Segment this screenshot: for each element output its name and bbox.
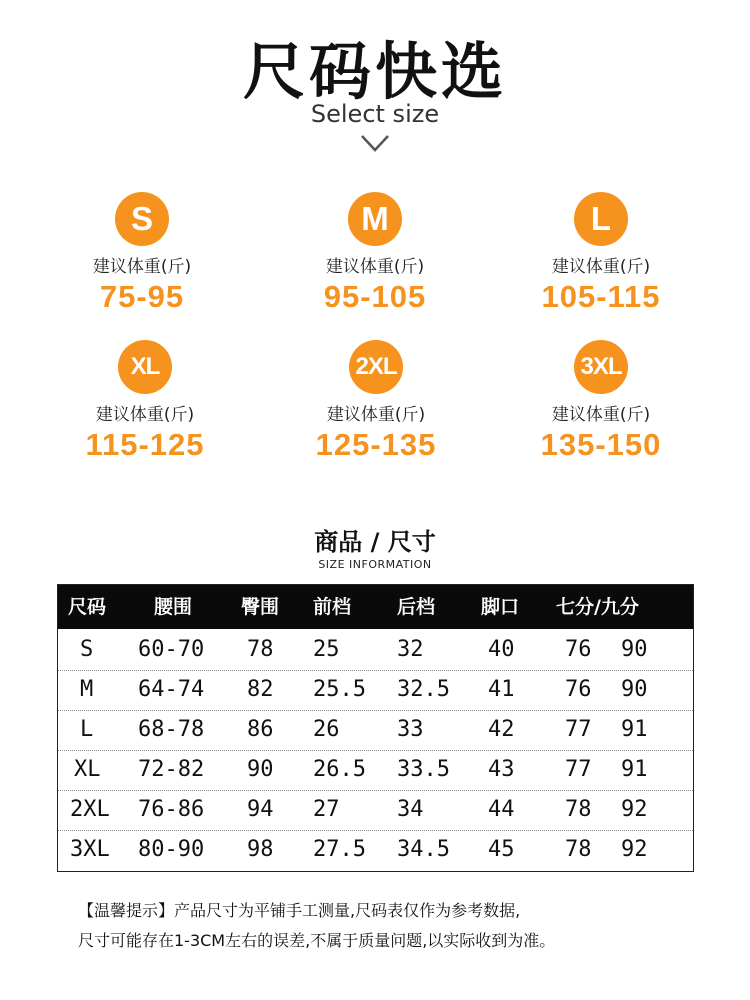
- cell-back-rise: 33: [397, 717, 424, 742]
- size-badge: M: [348, 192, 402, 246]
- cell-length-seven: 78: [565, 797, 592, 822]
- size-card-xl: [25, 340, 265, 463]
- cell-waist: 80-90: [138, 837, 205, 862]
- cell-waist: 64-74: [138, 677, 205, 702]
- cell-hip: 98: [247, 837, 274, 862]
- size-card-s: [22, 192, 262, 315]
- weight-range: 75-95: [99, 279, 185, 314]
- cell-front-rise: 25.5: [313, 677, 366, 702]
- cell-leg-opening: 40: [488, 637, 515, 662]
- size-badge: S: [115, 192, 169, 246]
- cell-leg-opening: 45: [488, 837, 515, 862]
- cell-front-rise: 27.5: [313, 837, 366, 862]
- table-row: [58, 630, 693, 671]
- size-badge: 3XL: [574, 340, 628, 394]
- size-card-3xl: [481, 340, 721, 463]
- column-header: 前档: [313, 596, 352, 618]
- cell-size: S: [80, 637, 94, 662]
- tip-note-line-1: 【温馨提示】产品尺寸为平铺手工测量,尺码表仅作为参考数据,: [78, 901, 521, 920]
- cell-waist: 72-82: [138, 757, 205, 782]
- chevron-down-icon: [360, 128, 390, 158]
- cell-back-rise: 32.5: [397, 677, 450, 702]
- cell-size: 2XL: [70, 797, 110, 822]
- cell-length-seven: 77: [565, 717, 592, 742]
- size-info-title: 商品 / 尺寸: [314, 528, 436, 556]
- cell-size: L: [80, 717, 94, 742]
- weight-label: 建议体重(斤): [95, 405, 195, 425]
- cell-length-nine: 91: [621, 717, 648, 742]
- tip-note-line-2: 尺寸可能存在1-3CM左右的误差,不属于质量问题,以实际收到为准。: [78, 931, 556, 950]
- cell-hip: 90: [247, 757, 274, 782]
- cell-front-rise: 25: [313, 637, 340, 662]
- size-card-2xl: [256, 340, 496, 463]
- size-badge: L: [574, 192, 628, 246]
- cell-front-rise: 26.5: [313, 757, 366, 782]
- table-row: [58, 750, 693, 791]
- size-table: [57, 584, 694, 872]
- column-header: 后档: [397, 596, 436, 618]
- column-header: 脚口: [481, 596, 520, 618]
- column-header: 腰围: [154, 596, 193, 618]
- size-info-subtitle: SIZE INFORMATION: [318, 558, 432, 571]
- weight-range: 115-125: [85, 427, 205, 462]
- cell-length-seven: 77: [565, 757, 592, 782]
- cell-size: 3XL: [70, 837, 110, 862]
- cell-hip: 94: [247, 797, 274, 822]
- weight-label: 建议体重(斤): [551, 257, 651, 277]
- cell-leg-opening: 44: [488, 797, 515, 822]
- page-title: 尺码快选: [242, 35, 507, 108]
- cell-size: XL: [74, 757, 101, 782]
- cell-leg-opening: 41: [488, 677, 515, 702]
- column-header: 尺码: [68, 596, 107, 618]
- weight-label: 建议体重(斤): [551, 405, 651, 425]
- cell-waist: 60-70: [138, 637, 205, 662]
- column-header: 七分/九分: [556, 596, 639, 618]
- cell-length-seven: 78: [565, 837, 592, 862]
- table-header: [58, 585, 693, 629]
- table-row: [58, 830, 693, 870]
- cell-front-rise: 27: [313, 797, 340, 822]
- column-header: 臀围: [241, 596, 280, 618]
- page-subtitle: Select size: [310, 100, 440, 128]
- cell-length-nine: 92: [621, 797, 648, 822]
- table-row: [58, 670, 693, 711]
- cell-hip: 86: [247, 717, 274, 742]
- weight-label: 建议体重(斤): [326, 405, 426, 425]
- cell-waist: 76-86: [138, 797, 205, 822]
- cell-back-rise: 32: [397, 637, 424, 662]
- cell-leg-opening: 42: [488, 717, 515, 742]
- cell-waist: 68-78: [138, 717, 205, 742]
- table-row: [58, 790, 693, 831]
- size-card-l: [481, 192, 721, 315]
- weight-label: 建议体重(斤): [92, 257, 192, 277]
- cell-size: M: [80, 677, 94, 702]
- cell-length-nine: 92: [621, 837, 648, 862]
- size-badge: 2XL: [349, 340, 403, 394]
- cell-length-nine: 90: [621, 637, 648, 662]
- cell-length-seven: 76: [565, 677, 592, 702]
- weight-range: 105-115: [541, 279, 661, 314]
- cell-length-seven: 76: [565, 637, 592, 662]
- cell-back-rise: 34: [397, 797, 424, 822]
- size-badge: XL: [118, 340, 172, 394]
- weight-label: 建议体重(斤): [325, 257, 425, 277]
- weight-range: 125-135: [315, 427, 437, 462]
- cell-hip: 78: [247, 637, 274, 662]
- cell-back-rise: 33.5: [397, 757, 450, 782]
- cell-hip: 82: [247, 677, 274, 702]
- size-card-m: [255, 192, 495, 315]
- table-row: [58, 710, 693, 751]
- cell-length-nine: 90: [621, 677, 648, 702]
- cell-leg-opening: 43: [488, 757, 515, 782]
- cell-back-rise: 34.5: [397, 837, 450, 862]
- weight-range: 135-150: [540, 427, 662, 462]
- cell-length-nine: 91: [621, 757, 648, 782]
- weight-range: 95-105: [323, 279, 427, 314]
- cell-front-rise: 26: [313, 717, 340, 742]
